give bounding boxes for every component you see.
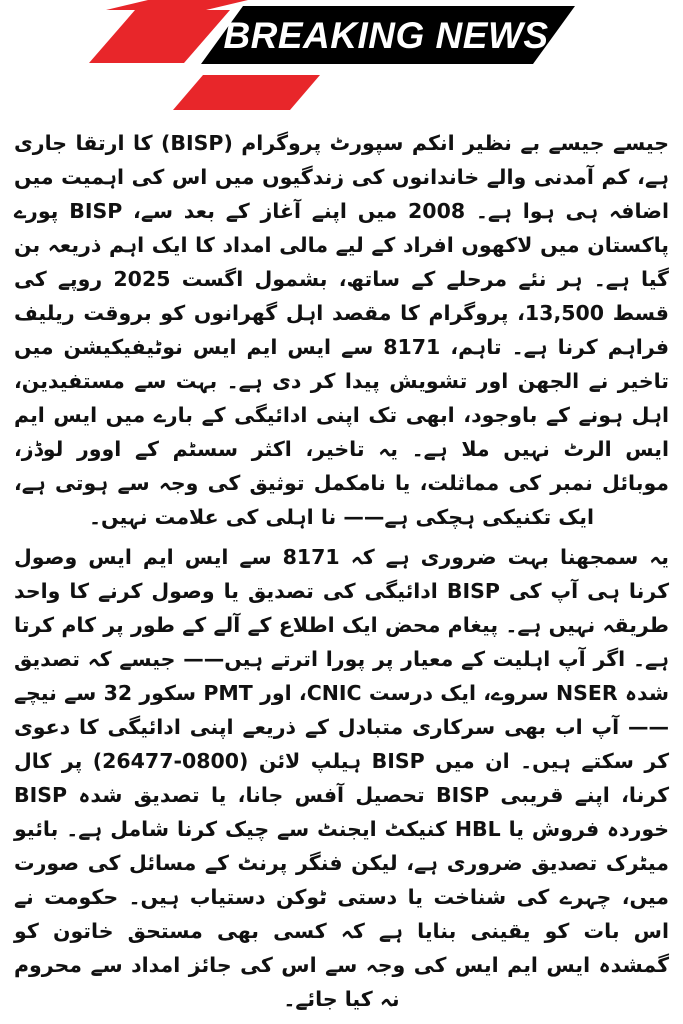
article-paragraph-1: جیسے جیسے بے نظیر انکم سپورٹ پروگرام (BISP) کا ارتقا جاری ہے، کم آمدنی والے خاندانوں کی زندگیوں میں اس کی اہمیت میں اضافہ ہی ہوا ہے۔ 2008 میں اپنے آغاز کے بعد سے، BISP پورے پاکستان میں لاکھوں افراد کے لیے مالی امداد کا ایک اہم ذریعہ بن گیا ہے۔ ہر نئے مرحلے کے ساتھ، بشمول اگست 2025 روپے کی قسط 13,500، پروگرام کا مقصد اہل گھرانوں کو بروقت ریلیف فراہم کرنا ہے۔ تاہم، 8171 سے ایس ایم ایس نوٹیفیکیشن میں تاخیر نے الجھن اور تشویش پیدا کر دی ہے۔ بہت سے مستفیدین، اہل ہونے کے باوجود، ابھی تک اپنی ادائیگی کے بارے میں ایس ایم ایس الرٹ نہیں ملا ہے۔ یہ تاخیر، اکثر سسٹم کے اوور لوڈز، موبائل نمبر کی مماثلت، یا نامکمل توثیق کی وجہ سے ہوتی ہے، ایک تکنیکی ہچکی ہے—— نا اہلی کی علامت نہیں۔: [14, 131, 669, 529]
article-paragraph-2: یہ سمجھنا بہت ضروری ہے کہ 8171 سے ایس ایم ایس وصول کرنا ہی آپ کی BISP ادائیگی کی تصدیق یا وصول کرنے کا واحد طریقہ نہیں ہے۔ پیغام محض ایک اطلاع کے آلے کے طور پر کام کرتا ہے۔ اگر آپ اہلیت کے معیار پر پورا اترتے ہیں—— جیسے کہ تصدیق شدہ NSER سروے، ایک درست CNIC، اور PMT سکور 32 سے نیچے—— آپ اب بھی سرکاری متبادل کے ذریعے اپنی ادائیگی کا دعوی کر سکتے ہیں۔ ان میں BISP ہیلپ لائن (0800-26477) پر کال کرنا، اپنے قریبی BISP تحصیل آفس جانا، یا تصدیق شدہ BISP خوردہ فروش یا HBL کنیکٹ ایجنٹ سے چیک کرنا شامل ہے۔ بائیو میٹرک تصدیق ضروری ہے، لیکن فنگر پرنٹ کے مسائل کی صورت میں، چہرے کی شناخت یا دستی ٹوکن دستیاب ہیں۔ حکومت نے اس بات کو یقینی بنایا ہے کہ کسی بھی مستحق خاتون کو گمشدہ ایس ایم ایس کی وجہ سے اس کی جائز امداد سے محروم نہ کیا جائے۔: [14, 545, 670, 1011]
banner-red-bottom-bar: [173, 75, 320, 110]
breaking-news-banner: [0, 0, 683, 125]
article-body: [14, 126, 669, 1016]
breaking-news-title: BREAKING NEWS: [223, 15, 549, 56]
